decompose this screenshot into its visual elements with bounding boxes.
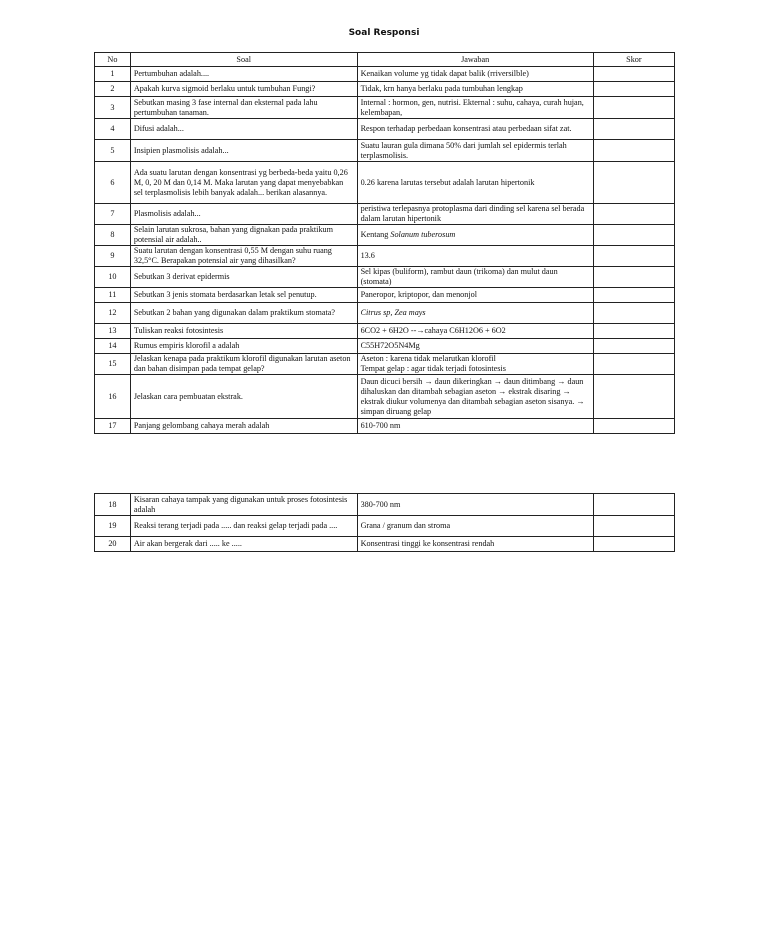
- row-skor: [593, 419, 674, 434]
- table-row: [95, 494, 675, 516]
- row-skor: [593, 82, 674, 97]
- row-jawaban: C55H72O5N4Mg: [357, 339, 593, 354]
- row-no: 14: [95, 339, 131, 354]
- row-skor: [593, 494, 674, 516]
- table-row: [95, 162, 675, 204]
- row-skor: [593, 246, 674, 267]
- row-no: 8: [95, 225, 131, 246]
- row-soal: Reaksi terang terjadi pada ..... dan reaksi gelap terjadi pada ....: [130, 516, 357, 537]
- row-soal: Sebutkan 3 derivat epidermis: [130, 267, 357, 288]
- row-no: 3: [95, 97, 131, 119]
- row-no: 7: [95, 204, 131, 225]
- row-skor: [593, 339, 674, 354]
- row-no: 1: [95, 67, 131, 82]
- row-soal: Apakah kurva sigmoid berlaku untuk tumbuhan Fungi?: [130, 82, 357, 97]
- row-jawaban: Sel kipas (buliform), rambut daun (trikoma) dan mulut daun (stomata): [357, 267, 593, 288]
- row-skor: [593, 140, 674, 162]
- table-row: [95, 516, 675, 537]
- header-no: No: [95, 53, 131, 67]
- table-row: [95, 140, 675, 162]
- row-jawaban: Grana / granum dan stroma: [357, 516, 593, 537]
- row-no: 2: [95, 82, 131, 97]
- table-row: [95, 267, 675, 288]
- header-soal: Soal: [130, 53, 357, 67]
- table-row: [95, 246, 675, 267]
- table-row: [95, 537, 675, 552]
- row-skor: [593, 354, 674, 375]
- row-no: 9: [95, 246, 131, 267]
- table-row: [95, 119, 675, 140]
- row-jawaban: Respon terhadap perbedaan konsentrasi atau perbedaan sifat zat.: [357, 119, 593, 140]
- row-no: 17: [95, 419, 131, 434]
- row-no: 13: [95, 324, 131, 339]
- row-no: 20: [95, 537, 131, 552]
- row-soal: Sebutkan 2 bahan yang digunakan dalam praktikum stomata?: [130, 303, 357, 324]
- row-jawaban: 0.26 karena larutas tersebut adalah larutan hipertonik: [357, 162, 593, 204]
- row-no: 15: [95, 354, 131, 375]
- row-jawaban: [357, 354, 593, 375]
- header-jawaban: Jawaban: [357, 53, 593, 67]
- row-skor: [593, 67, 674, 82]
- table-row: [95, 375, 675, 419]
- answer-line: Aseton : karena tidak melarutkan klorofil: [360, 354, 496, 363]
- table-row: [95, 225, 675, 246]
- row-jawaban: Suatu lauran gula dimana 50% dari jumlah sel epidermis terlah terplasmolisis.: [357, 140, 593, 162]
- row-no: 4: [95, 119, 131, 140]
- table-row: [95, 82, 675, 97]
- answer-line: Tempat gelap : agar tidak terjadi fotosintesis: [360, 364, 506, 373]
- row-soal: Kisaran cahaya tampak yang digunakan untuk proses fotosintesis adalah: [130, 494, 357, 516]
- row-no: 10: [95, 267, 131, 288]
- table-row: [95, 354, 675, 375]
- row-skor: [593, 225, 674, 246]
- row-soal: Sebutkan 3 jenis stomata berdasarkan letak sel penutup.: [130, 288, 357, 303]
- answer-text: Kentang: [360, 230, 391, 239]
- row-skor: [593, 537, 674, 552]
- row-soal: Difusi adalah...: [130, 119, 357, 140]
- header-skor: Skor: [593, 53, 674, 67]
- row-jawaban: Kenaikan volume yg tidak dapat balik (rriversilble): [357, 67, 593, 82]
- answer-species-name: Solanum tuberosum: [390, 230, 456, 239]
- row-jawaban: [357, 303, 593, 324]
- row-jawaban: peristiwa terlepasnya protoplasma dari dinding sel karena sel berada dalam larutan hipertonik: [357, 204, 593, 225]
- table-row: [95, 324, 675, 339]
- row-jawaban: 13.6: [357, 246, 593, 267]
- row-jawaban: Konsentrasi tinggi ke konsentrasi rendah: [357, 537, 593, 552]
- answer-species-names: Citrus sp, Zea mays: [360, 308, 426, 317]
- question-table-1: [94, 52, 675, 434]
- row-soal: Sebutkan masing 3 fase internal dan eksternal pada lahu pertumbuhan tanaman.: [130, 97, 357, 119]
- table-row: [95, 303, 675, 324]
- row-skor: [593, 288, 674, 303]
- row-no: 5: [95, 140, 131, 162]
- row-soal: Tuliskan reaksi fotosintesis: [130, 324, 357, 339]
- row-skor: [593, 97, 674, 119]
- row-skor: [593, 162, 674, 204]
- row-jawaban: Tidak, krn hanya berlaku pada tumbuhan lengkap: [357, 82, 593, 97]
- row-jawaban: Daun dicuci bersih → daun dikeringkan → daun ditimbang → daun dihaluskan dan ditambah sebagian aseton → ekstrak disaring → ekstrak diukur volumenya dan ditambah sebagian aseton sisanya. → simpan diruang gelap: [357, 375, 593, 419]
- row-skor: [593, 303, 674, 324]
- row-skor: [593, 119, 674, 140]
- row-jawaban: 610-700 nm: [357, 419, 593, 434]
- row-no: 12: [95, 303, 131, 324]
- table-row: [95, 339, 675, 354]
- row-no: 11: [95, 288, 131, 303]
- table-header-row: [95, 53, 675, 67]
- row-skor: [593, 267, 674, 288]
- row-jawaban: Internal : hormon, gen, nutrisi. Ekternal : suhu, cahaya, curah hujan, kelembapan,: [357, 97, 593, 119]
- row-jawaban: 6CO2 + 6H2O --→cahaya C6H12O6 + 6O2: [357, 324, 593, 339]
- row-jawaban: [357, 225, 593, 246]
- row-soal: Jelaskan cara pembuatan ekstrak.: [130, 375, 357, 419]
- row-no: 16: [95, 375, 131, 419]
- row-soal: Air akan bergerak dari ..... ke .....: [130, 537, 357, 552]
- row-soal: Plasmolisis adalah...: [130, 204, 357, 225]
- row-no: 18: [95, 494, 131, 516]
- table-row: [95, 288, 675, 303]
- row-no: 6: [95, 162, 131, 204]
- row-soal: Panjang gelombang cahaya merah adalah: [130, 419, 357, 434]
- row-soal: Jelaskan kenapa pada praktikum klorofil digunakan larutan aseton dan bahan disimpan pada tempat gelap?: [130, 354, 357, 375]
- row-soal: Selain larutan sukrosa, bahan yang dignakan pada praktikum potensial air adalah..: [130, 225, 357, 246]
- row-soal: Rumus empiris klorofil a adalah: [130, 339, 357, 354]
- row-skor: [593, 375, 674, 419]
- row-skor: [593, 324, 674, 339]
- row-skor: [593, 516, 674, 537]
- table-row: [95, 97, 675, 119]
- table-row: [95, 67, 675, 82]
- row-no: 19: [95, 516, 131, 537]
- page-title: Soal Responsi: [348, 28, 420, 38]
- question-table-2: [94, 493, 675, 552]
- row-soal: Insipien plasmolisis adalah...: [130, 140, 357, 162]
- row-jawaban: Paneropor, kriptopor, dan menonjol: [357, 288, 593, 303]
- row-soal: Suatu larutan dengan konsentrasi 0,55 M dengan suhu ruang 32,5°C. Berapakan potensial air yang dihasilkan?: [130, 246, 357, 267]
- row-soal: Ada suatu larutan dengan konsentrasi yg berbeda-beda yaitu 0,26 M, 0, 20 M dan 0,14 M. Maka larutan yang dapat menyebabkan sel terplasmolisis lebih banyak adalah... berikan alasannya.: [130, 162, 357, 204]
- row-soal: Pertumbuhan adalah....: [130, 67, 357, 82]
- table-row: [95, 204, 675, 225]
- row-skor: [593, 204, 674, 225]
- table-row: [95, 419, 675, 434]
- row-jawaban: 380-700 nm: [357, 494, 593, 516]
